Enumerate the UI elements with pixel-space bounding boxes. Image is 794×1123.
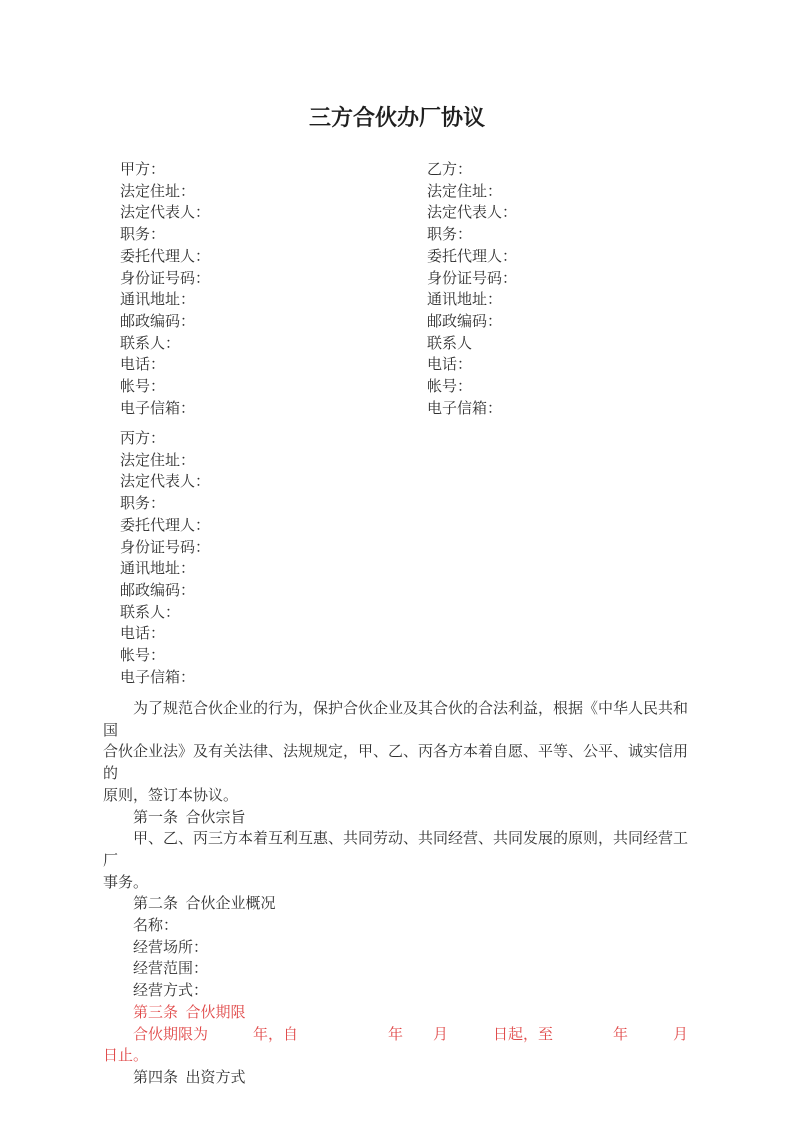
field-label: 电子信箱：: [427, 400, 503, 417]
field-label: 邮政编码：: [427, 313, 503, 330]
field-row: [120, 247, 734, 269]
party-c-label: 丙方：: [120, 431, 166, 447]
field-row: [120, 312, 734, 334]
field-label: 电子信箱：: [120, 669, 196, 686]
field-label: 通讯地址：: [120, 561, 196, 578]
field-label: 电话：: [120, 357, 166, 374]
field-label: 邮政编码：: [120, 582, 196, 599]
field-label: 通讯地址：: [427, 292, 503, 309]
field-label: 身份证号码：: [120, 539, 211, 556]
body-line-preamble: 原则，签订本协议。: [103, 787, 239, 804]
party-a-label: 甲方：: [120, 162, 166, 178]
clause-1-heading: 第一条 合伙宗旨: [133, 809, 246, 826]
clause-2-field: 经营范围：: [133, 961, 209, 978]
clause-2-field: 经营方式：: [133, 983, 209, 1000]
field-label: 法定住址：: [120, 452, 196, 469]
field-label: 通讯地址：: [120, 292, 196, 309]
field-label: 电子信箱：: [120, 400, 196, 417]
agreement-body: [103, 699, 694, 1090]
page-title: 三方合伙办厂协议: [308, 105, 485, 130]
clause-3-heading: 第三条 合伙期限: [133, 1004, 246, 1021]
field-label: 法定住址：: [427, 183, 503, 200]
clause-4-heading: 第四条 出资方式: [133, 1069, 246, 1086]
clause-3-text: 合伙期限为 年，自 年 月 日起，至 年 月: [133, 1026, 689, 1043]
field-label: 职务：: [120, 227, 166, 244]
field-label: 法定代表人：: [120, 205, 211, 222]
field-row: [120, 399, 734, 421]
field-label: 联系人：: [120, 335, 181, 352]
field-label: 职务：: [120, 496, 166, 513]
body-line-preamble: 为了规范合伙企业的行为，保护合伙企业及其合伙的合法利益，根据《中华人民共和国: [103, 701, 689, 739]
field-row: [120, 182, 734, 204]
clause-2-field: 名称：: [133, 918, 179, 935]
clause-1-text: 事务。: [103, 874, 149, 891]
field-row: [120, 203, 734, 225]
field-row: [120, 355, 734, 377]
field-label: 法定住址：: [120, 183, 196, 200]
field-label: 帐号：: [120, 648, 166, 665]
field-label: 身份证号码：: [427, 270, 518, 287]
field-label: 职务：: [427, 227, 473, 244]
party-c-fields: [120, 429, 210, 689]
field-label: 委托代理人：: [427, 248, 518, 265]
body-line-preamble: 合伙企业法》及有关法律、法规规定，甲、乙、丙各方本着自愿、平等、公平、诚实信用的: [103, 744, 689, 783]
field-row: [120, 334, 734, 356]
field-label: 电话：: [120, 626, 166, 643]
field-row: [120, 377, 734, 399]
field-row: [120, 160, 734, 182]
field-label: 身份证号码：: [120, 270, 211, 287]
clause-3-text: 日止。: [103, 1048, 149, 1065]
clause-1-text: 甲、乙、丙三方本着互利互惠、共同劳动、共同经营、共同发展的原则，共同经营工厂: [103, 831, 689, 869]
field-row: [120, 225, 734, 247]
field-label: 帐号：: [120, 379, 166, 396]
field-label: 法定代表人：: [427, 205, 518, 222]
clause-2-heading: 第二条 合伙企业概况: [133, 896, 276, 913]
field-label: 邮政编码：: [120, 313, 196, 330]
field-label: 电话：: [427, 357, 473, 374]
field-label: 帐号：: [427, 379, 473, 396]
party-b-label: 乙方：: [427, 162, 473, 178]
field-label: 联系人：: [120, 604, 181, 621]
field-label: 联系人: [427, 335, 473, 352]
field-row: [120, 290, 734, 312]
party-a-b-fields: [120, 160, 734, 420]
field-row: [120, 269, 734, 291]
clause-2-field: 经营场所：: [133, 939, 209, 956]
field-label: 委托代理人：: [120, 517, 211, 534]
field-label: 法定代表人：: [120, 474, 211, 491]
field-label: 委托代理人：: [120, 248, 211, 265]
